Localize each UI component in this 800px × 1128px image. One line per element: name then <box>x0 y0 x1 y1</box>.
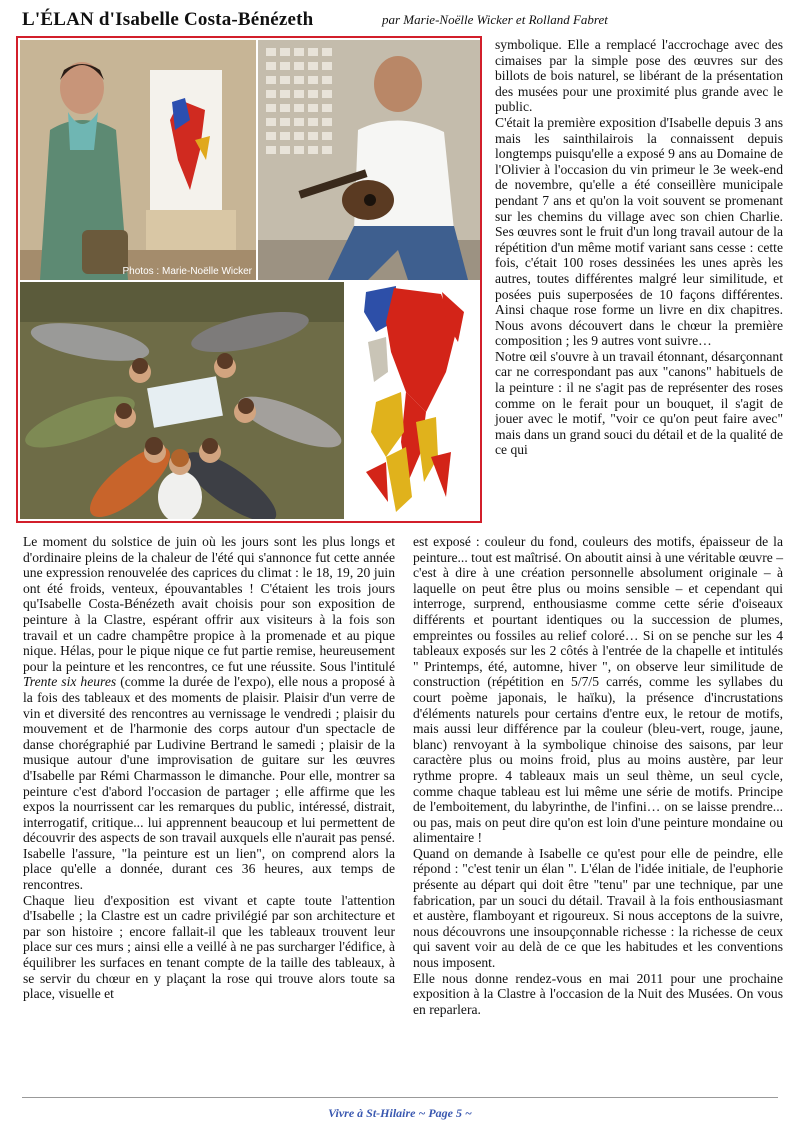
photo-rose-painting <box>346 282 480 519</box>
paragraph <box>23 534 395 893</box>
paragraph-text: (comme la durée de l'expo), elle nous a proposé à la fois des tableaux et des moments de plaisir. Plaisir d'un verre de vin et diversité des rencontres au vernissage le vendredi ; plaisir du mouvement et de l'harmonie des corps autour d'un spectacle de danse chorégraphié par Ludivine Bertrand le samedi ; plaisir de la musique autour d'une improvisation de guitare sur les œuvres d'Isabelle par Rémi Charmasson le dimanche. Pour elle, montrer sa peinture c'est d'abord l'occasion de partager ; elle affirme que les expos la nourrissent car les remarques du public, intéressé, distrait, interrogatif, critique... lui apprennent beaucoup et lui permettent de découvrir des aspects de son travail auxquels elle n'aurait pas pensé. Isabelle l'assure, "la peinture est un lien", on comprend alors la place qu'elle a donnée, durant ces 36 heures, aux temps de rencontres. <box>23 674 395 893</box>
exhibition-title: Trente six heures <box>23 674 117 690</box>
paragraph: Elle nous donne rendez-vous en mai 2011 pour une prochaine exposition à la Clastre à l'occasion de la Nuit des Musées. On vous en reparlera. <box>413 970 783 1017</box>
paragraph: C'était la première exposition d'Isabelle depuis 3 ans mais les sainthilairois la connaissent depuis longtemps puisqu'elle a exposé 9 ans au Domaine de l'Olivier à l'occasion du vin primeur le 3e week-end de novembre, qu'elle a été conseillère municipale pendant 7 ans et qu'on la voit souvent se promenant sur les chemins du village avec son chien Charlie. Ses œuvres sont le fruit d'un long travail autour de la répétition d'un même motif variant sans cesse : cette fois, c'était 100 roses dessinées les unes après les autres, toutes différentes malgré leur similitude, et posées puis superposées de 10 façons différentes. Ainsi chaque rose forme un livre en dix chapitres. Nous avons découvert dans le chœur la première composition ; les 9 autres vont suivre… <box>495 114 783 349</box>
article-column-right-top <box>495 37 783 458</box>
paragraph: Chaque lieu d'exposition est vivant et capte toute l'attention d'Isabelle ; la Clastre est un cadre privilégié par son architecture et par son histoire ; encore fallait-il que les tableaux trouvent leur place sur ces murs ; ainsi elle a veillé à ne pas surcharger l'édifice, à équilibrer les surfaces en tenant compte de la taille des tableaux, à se servir du chœur en y plaçant la rose qui trouve alors toute sa place, visuelle et <box>23 892 395 1002</box>
paragraph: symbolique. Elle a remplacé l'accrochage avec des cimaises par la simple pose des œuvres sur des billots de bois naturel, se libérant de la présentation des musées pour une proximité plus grande avec le public. <box>495 37 783 115</box>
article-column-left <box>23 534 395 1002</box>
rose-painting-illustration <box>346 282 480 519</box>
photo-credit: Photos : Marie-Noëlle Wicker <box>122 266 252 277</box>
paragraph: est exposé : couleur du fond, couleurs des motifs, épaisseur de la peinture... tout est maîtrisé. On aboutit ainsi à une véritable œuvre – c'est à dire à une création personnelle absolument originale – à laquelle on peut être plus ou moins sensible – et cependant qui interroge, surprend, enthousiasme comme cette série d'oiseaux différents et pourtant identiques ou la succession de plumes, empreintes ou fossiles au relief coloré… Si on se penche sur les 4 tableaux exposés sur les 2 côtés à l'entrée de la chapelle et intitulés " Printemps, été, automne, hiver ", on observe leur similitude de construction (répétition en 5/7/5 carrés, comme les syllabes du court poème japonais, le haïku), la présence d'incrustations d'éléments naturels pour certains d'entre eux, le retour de motifs, mais aussi leur différence par la couleur (bleu-vert, rouge, jaune, blanc) renvoyant à la symbolique chinoise des saisons, par leur caractère plus ou moins froid, plus au moins austère, par leur rythme propre. 4 tableaux mais un seul thème, un seul cycle, comme chaque tableau est lui même une série de motifs. Principe de l'emboitement, du labyrinthe, de l'infini… on se laisse prendre... ou pas, mais on peut dire qu'on est loin d'une peinture mondaine ou alimentaire ! <box>413 534 783 846</box>
dancers-illustration <box>20 282 344 519</box>
footer-divider <box>22 1097 778 1098</box>
article-title: L'ÉLAN d'Isabelle Costa-Bénézeth <box>22 9 314 30</box>
page-footer: Vivre à St-Hilaire ~ Page 5 ~ <box>328 1106 472 1120</box>
photo-collage <box>16 36 482 523</box>
paragraph-text: Le moment du solstice de juin où les jours sont les plus longs et d'ordinaire pleins de la chaleur de l'été qui s'annonce fut cette année une expression renouvelée des caprices du climat : le 18, 19, 20 juin ont été froids, venteux, épouvantables ! C'étaient les trois jours qu'Isabelle Costa-Bénézeth avait choisis pour son exposition de peinture à la Clastre, espérant offrir aux visiteurs à la fois son travail et un cadre champêtre propice à la promenade et au pique nique. Hélas, pour le pique nique ce fut partie remise, heureusement pour la peinture et les rencontres, ce fut une réussite. Sous l'intitulé <box>23 534 395 674</box>
photo-artist-portrait <box>20 40 256 280</box>
artist-portrait-illustration <box>20 40 256 280</box>
photo-guitarist <box>258 40 480 280</box>
paragraph: Quand on demande à Isabelle ce qu'est pour elle de peindre, elle répond : "c'est tenir un élan ". L'élan de l'idée initiale, de l'euphorie présente au départ qui doit être "tenu" par une technique, par une fabrication, par un souci du détail. Travail à la fois enthousiasmant et austère, flamboyant et rigoureux. Si nous acceptons de la suivre, nous découvrons une insoupçonnable richesse : la richesse de ceux qui savent voir au delà de ce que les habitudes et les conventions nous imposent. <box>413 845 783 971</box>
article-column-right-bottom <box>413 534 783 1017</box>
paragraph: Notre œil s'ouvre à un travail étonnant, désarçonnant car ne correspondant pas aux "canons" habituels de la peinture : il ne s'agit pas de représenter des roses comme on le ferait pour un bouquet, il s'agit de jouer avec le motif, "voir ce qu'on peut faire avec" mais dans un grand souci du détail et de la qualité de ce qui <box>495 348 783 458</box>
photo-dancers-circle <box>20 282 344 519</box>
article-byline: par Marie-Noëlle Wicker et Rolland Fabret <box>382 12 608 27</box>
guitarist-illustration <box>258 40 480 280</box>
